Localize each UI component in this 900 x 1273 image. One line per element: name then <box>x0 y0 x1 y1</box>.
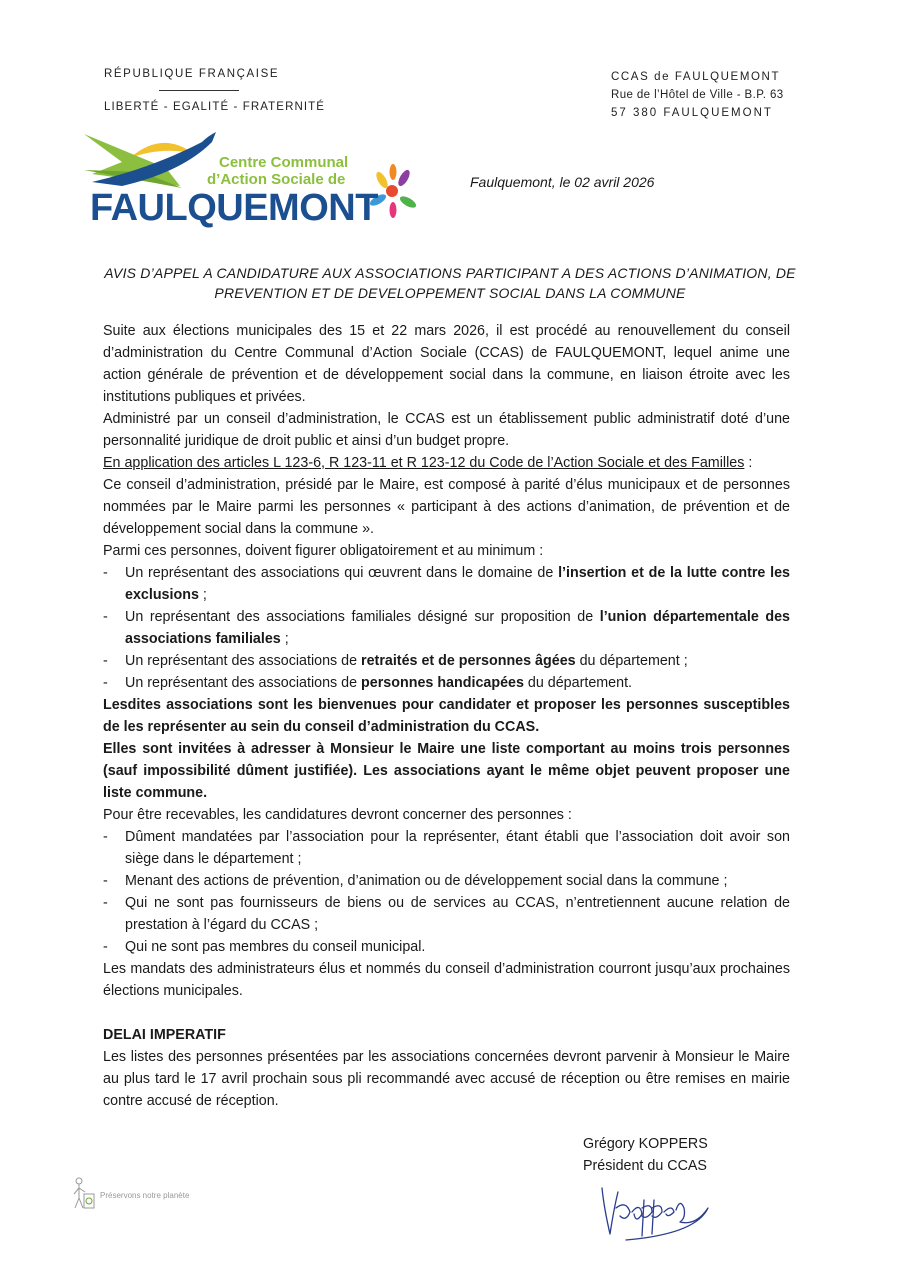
paragraph-administration: Administré par un conseil d’administration, le CCAS est un établissement public administratif doté d’une personnalité juridique de droit public et ainsi d’un budget propre. <box>103 411 790 449</box>
ccas-logo <box>82 128 427 233</box>
sender-org: CCAS de FAULQUEMONT <box>611 71 781 83</box>
paragraph-invitation: Lesdites associations sont les bienvenues pour candidater et proposer les personnes susceptibles de les représenter au sein du conseil d’administration du CCAS. <box>103 697 790 735</box>
header-divider <box>159 90 239 91</box>
sender-street: Rue de l’Hôtel de Ville - B.P. 63 <box>611 89 784 101</box>
paragraph-required-members: Parmi ces personnes, doivent figurer obligatoirement et au minimum : <box>103 543 544 559</box>
list-item: - Qui ne sont pas fournisseurs de biens ou de services au CCAS, n’entretiennent aucune relation de prestation à l’égard du CCAS ; <box>103 895 790 933</box>
republic-label: RÉPUBLIQUE FRANÇAISE <box>104 68 280 80</box>
signature-block <box>583 1133 708 1177</box>
signatory-name: Grégory KOPPERS <box>583 1136 708 1152</box>
letter-date: Faulquemont, le 02 avril 2026 <box>470 174 655 190</box>
signatory-role: Président du CCAS <box>583 1158 707 1174</box>
eco-slogan: Préservons notre planète <box>100 1191 190 1200</box>
logo-text-line1: Centre Communal <box>219 154 349 171</box>
logo-text-line2: d’Action Sociale de <box>207 171 346 188</box>
handwritten-signature <box>596 1178 716 1243</box>
paragraph-composition: Ce conseil d’administration, présidé par le Maire, est composé à parité d’élus municipaux et de personnes nommées par le Maire parmi les personnes « participant à des actions d’animation, de prévention et de développement social dans la commune ». <box>103 477 790 537</box>
list-item: - Un représentant des associations de retraités et de personnes âgées du département ; <box>103 653 688 669</box>
notice-title-line1: AVIS D’APPEL A CANDIDATURE AUX ASSOCIATIONS PARTICIPANT A DES ACTIONS D’ANIMATION, DE <box>104 265 796 281</box>
signature-graphic <box>596 1178 716 1243</box>
list-item: - Qui ne sont pas membres du conseil municipal. <box>103 939 426 955</box>
paragraph-deadline: Les listes des personnes présentées par les associations concernées devront parvenir à Monsieur le Maire au plus tard le 17 avril prochain sous pli recommandé avec accusé de réception ou être remises en mairie contre accusé de réception. <box>103 1049 790 1109</box>
paragraph-mandates: Les mandats des administrateurs élus et nommés du conseil d’administration courront jusqu’aux prochaines élections municipales. <box>103 961 790 999</box>
paragraph-intro: Suite aux élections municipales des 15 et 22 mars 2026, il est procédé au renouvellement du conseil d’administration du Centre Communal d’Action Sociale (CCAS) de FAULQUEMONT, lequel anime une action générale de prévention et de développement social dans la commune, en liaison étroite avec les institutions publiques et privées. <box>103 323 790 405</box>
legal-reference-text: En application des articles L 123-6, R 123-11 et R 123-12 du Code de l’Action Sociale et des Familles <box>103 455 745 471</box>
list-item: - Un représentant des associations familiales désigné sur proposition de l’union départementale des associations familiales ; <box>103 609 791 647</box>
list-item: - Un représentant des associations qui œuvrent dans le domaine de l’insertion et de la lutte contre les exclusions ; <box>103 565 790 603</box>
sender-address <box>611 68 784 122</box>
notice-title-line2: PREVENTION ET DE DEVELOPPEMENT SOCIAL DANS LA COMMUNE <box>214 285 686 301</box>
list-item: - Dûment mandatées par l’association pour la représenter, étant établi que l’association doit avoir son siège dans le département ; <box>103 829 790 867</box>
list-item: - Un représentant des associations de personnes handicapées du département. <box>103 675 633 691</box>
list-item: - Menant des actions de prévention, d’animation ou de développement social dans la commune ; <box>103 873 728 889</box>
notice-title <box>95 263 805 303</box>
paragraph-eligibility: Pour être recevables, les candidatures devront concerner des personnes : <box>103 807 572 823</box>
deadline-heading: DELAI IMPERATIF <box>103 1027 226 1043</box>
logo-name: FAULQUEMONT <box>90 187 378 229</box>
paragraph-list-request: Elles sont invitées à adresser à Monsieur le Maire une liste comportant au moins trois personnes (sauf impossibilité dûment justifiée). Les associations ayant le même objet peuvent proposer une liste commune. <box>103 741 790 801</box>
sender-city: 57 380 FAULQUEMONT <box>611 107 773 119</box>
paragraph-legal-reference: En application des articles L 123-6, R 123-11 et R 123-12 du Code de l’Action Sociale et des Familles : <box>103 455 753 471</box>
motto-label: LIBERTÉ - EGALITÉ - FRATERNITÉ <box>104 101 326 113</box>
notice-body <box>103 320 790 1112</box>
